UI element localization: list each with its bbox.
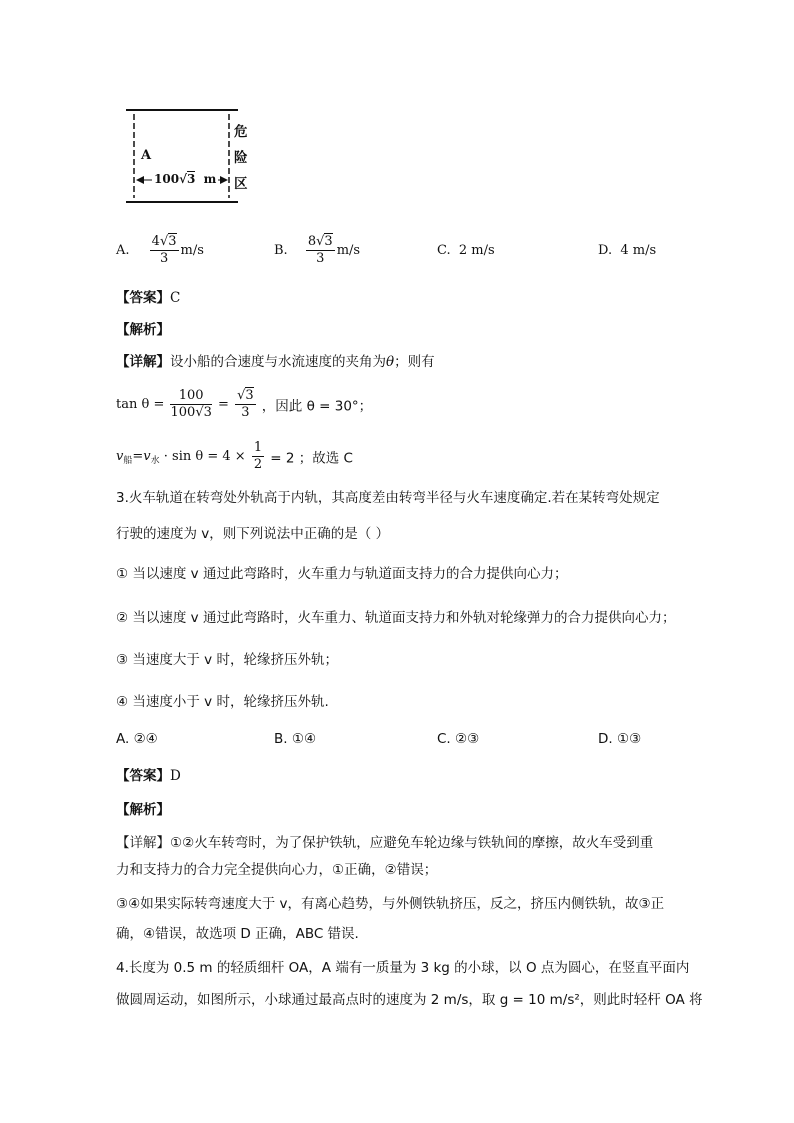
q2-option-b[interactable] — [274, 234, 360, 267]
q3-detail-line-4: 确，④错误，故选项 D 正确，ABC 错误. — [116, 926, 359, 942]
option-c-text: 2 m/s — [458, 243, 495, 258]
q3-item-1: ① 当以速度 v 通过此弯路时，火车重力与轨道面支持力的合力提供向心力； — [116, 566, 568, 582]
eq-den-num: 100 — [170, 405, 196, 420]
frac-num: 4 — [151, 234, 160, 249]
detail-tag: 【详解】 — [116, 354, 170, 370]
q3-item-3: ③ 当速度大于 v 时，轮缘挤压外轨； — [116, 652, 338, 668]
eq2-half — [252, 440, 264, 473]
q3-stem-line-1: 3.火车轨道在转弯处外轨高于内轨，其高度差由转弯半径与火车速度确定.若在某转弯处规定 — [116, 490, 660, 506]
q3-answer — [116, 766, 181, 786]
eq-lhs: tan θ = — [116, 397, 165, 412]
width-root: 3 — [186, 172, 196, 186]
q3-item-2: ② 当以速度 v 通过此弯路时，火车重力、轨道面支持力和外轨对轮缘弹力的合力提供向心力； — [116, 610, 676, 626]
q2-analysis-tag: 【解析】 — [116, 322, 170, 338]
width-arrow-right-head — [220, 176, 228, 184]
frac-den: 3 — [159, 251, 169, 266]
option-letter: C. — [437, 243, 451, 258]
theta-symbol: θ — [386, 354, 395, 370]
q2-equation-tan — [116, 388, 372, 421]
q3-option-b[interactable]: B. ①④ — [274, 731, 317, 747]
width-value: 100 — [154, 172, 180, 186]
option-letter: B. — [274, 243, 288, 258]
q3-detail-line-1: 【详解】①②火车转弯时，为了保护铁轨，应避免车轮边缘与铁轨间的摩擦，故火车受到重 — [116, 835, 654, 851]
eq2-tail: = 2 ；故选 C — [270, 450, 353, 467]
q3-detail-line-2: 力和支持力的合力完全提供向心力，①正确，②错误； — [116, 862, 438, 878]
eq2-sub-boat: 船 — [123, 456, 133, 466]
option-a-fraction: $\frac{4√3}{3}$ — [151, 234, 177, 266]
eq2-equals: = — [132, 449, 144, 464]
option-letter: A. — [116, 243, 130, 258]
eq-num: 100 — [170, 388, 211, 405]
danger-zone-char-2: 险 — [234, 150, 248, 166]
q3-analysis-tag: 【解析】 — [116, 802, 170, 818]
eq2-half-den: 2 — [253, 457, 263, 472]
width-sqrt: √3 — [179, 172, 196, 186]
eq2-half-num: 1 — [253, 440, 263, 455]
width-arrow-left-head — [136, 176, 144, 184]
eq2-mid: · sin θ = 4 × — [163, 449, 246, 464]
frac-root: 3 — [168, 234, 177, 249]
eq2-v: v — [116, 449, 124, 464]
q2-equation-velocity — [116, 440, 353, 473]
q2-option-a[interactable] — [116, 234, 204, 267]
eq-r-root: 3 — [245, 388, 254, 403]
eq-tail: ，因此 θ = 30°； — [261, 398, 373, 415]
answer-tag: 【答案】 — [116, 290, 170, 306]
q3-detail-line-3: ③④如果实际转弯速度大于 v，有离心趋势，与外侧铁轨挤压，反之，挤压内侧铁轨，故③正 — [116, 896, 665, 912]
option-a-unit: m/s — [180, 243, 204, 258]
detail-text: 设小船的合速度与水流速度的夹角为 — [170, 354, 386, 370]
detail-tail: ；则有 — [394, 354, 435, 370]
eq-den-root: 3 — [203, 405, 212, 420]
width-label — [152, 172, 218, 186]
q3-option-c[interactable]: C. ②③ — [437, 731, 480, 747]
q3-item-4: ④ 当速度小于 v 时，轮缘挤压外轨. — [116, 694, 329, 710]
answer-value: C — [170, 290, 181, 306]
q4-stem-line-1: 4.长度为 0.5 m 的轻质细杆 OA，A 端有一质量为 3 kg 的小球，以 O 点为圆心，在竖直平面内 — [116, 960, 690, 976]
q3-stem-line-2: 行驶的速度为 v，则下列说法中正确的是（ ） — [116, 526, 390, 542]
river-figure — [126, 106, 256, 206]
eq2-sub-water: 水 — [150, 456, 160, 466]
q2-answer — [116, 288, 180, 308]
q3-option-d[interactable]: D. ①③ — [598, 731, 642, 747]
width-unit: m — [203, 172, 217, 186]
point-a-label: A — [141, 148, 152, 163]
answer-tag: 【答案】 — [116, 768, 170, 784]
q3-option-a[interactable]: A. ②④ — [116, 731, 158, 747]
q2-option-c[interactable] — [437, 243, 495, 258]
eq2-v-water: v — [143, 449, 151, 464]
danger-zone-char-3: 区 — [234, 176, 248, 192]
eq-fraction-2: $\frac{√3}{3}$ — [237, 388, 254, 420]
option-b-unit: m/s — [336, 243, 361, 258]
frac-num: 8 — [307, 234, 317, 249]
option-letter: D. — [598, 243, 613, 258]
danger-zone-char-1: 危 — [234, 124, 248, 140]
q4-stem-line-2: 做圆周运动，如图所示，小球通过最高点时的速度为 2 m/s，取 g = 10 m/s²，则此时轻杆 OA 将 — [116, 992, 703, 1008]
answer-value: D — [170, 768, 181, 784]
eq-equals: = — [218, 397, 229, 412]
option-d-text: 4 m/s — [620, 243, 657, 258]
frac-den: 3 — [316, 251, 325, 266]
eq-fraction-1: $\frac{100}{100√3}$ — [170, 388, 212, 420]
option-b-fraction: $\frac{8√3}{3}$ — [307, 234, 333, 266]
q2-detail — [116, 352, 435, 372]
frac-root: 3 — [324, 234, 333, 249]
q2-option-d[interactable] — [598, 243, 656, 258]
eq-r-den: 3 — [241, 405, 250, 420]
